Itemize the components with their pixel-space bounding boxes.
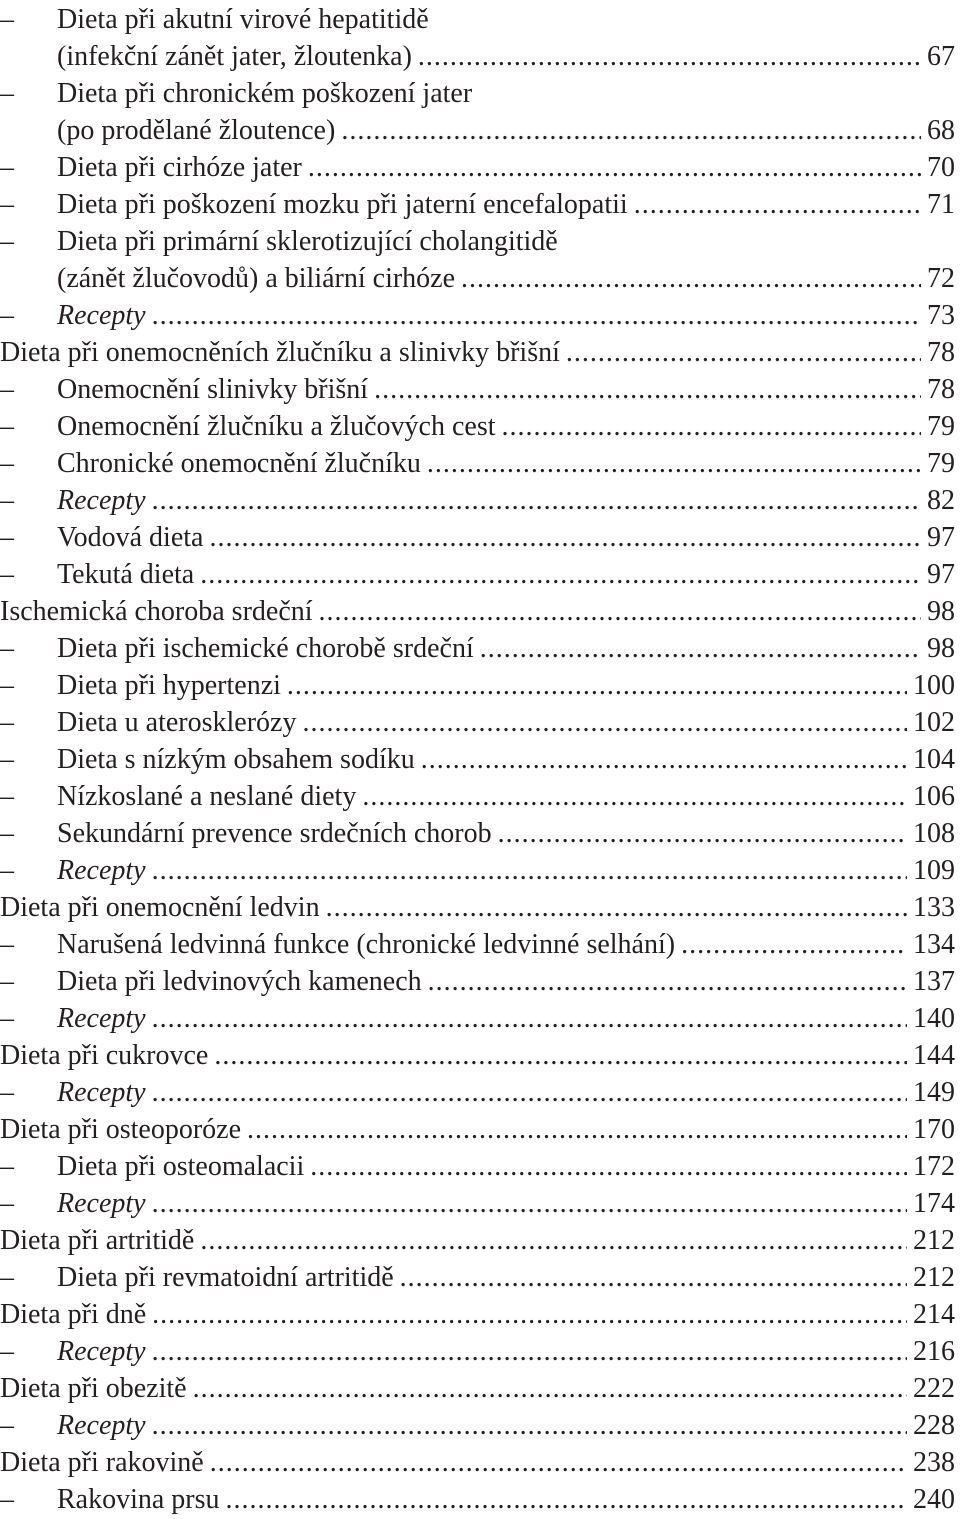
page-number: 144 [913,1040,955,1071]
toc-entry-title: Onemocnění žlučníku a žlučových cest [57,411,496,442]
dot-leader [461,260,921,297]
toc-entry-title: Dieta při chronickém poškození jater [57,78,473,109]
toc-entry-title: Dieta při cirhóze jater [57,152,302,183]
toc-entry-title: Dieta při onemocnění ledvin [0,892,320,923]
toc-entry-title: Dieta při ledvinových kamenech [57,966,422,997]
toc-entry[interactable] [0,593,955,630]
page-number: 134 [913,929,955,960]
toc-entry-title: Dieta při dně [0,1299,147,1330]
toc-entry[interactable] [0,1222,955,1259]
dot-leader [341,112,921,149]
page-number: 79 [927,448,955,479]
toc-entry-title: Dieta při akutní virové hepatitidě [57,4,429,35]
dot-leader [480,630,921,667]
dash-marker: – [0,485,14,516]
toc-entry-title: Ischemická choroba srdeční [0,596,313,627]
page-number: 73 [927,300,955,331]
dash-marker: – [0,966,14,997]
page-number: 149 [913,1077,955,1108]
toc-entry-title-cont: (infekční zánět jater, žloutenka) [57,41,412,72]
dash-marker: – [0,781,14,812]
page-number: 102 [913,707,955,738]
dot-leader [302,704,907,741]
dot-leader [226,1481,907,1518]
dot-leader [310,1148,907,1185]
dash-marker: – [0,744,14,775]
dot-leader [421,741,907,778]
toc-entry[interactable] [0,630,955,667]
toc-entry[interactable] [0,112,955,149]
toc-entry[interactable] [0,1407,955,1444]
toc-entry[interactable] [0,149,955,186]
dot-leader [209,519,921,556]
dot-leader [152,1333,907,1370]
page-number: 72 [927,263,955,294]
toc-entry[interactable] [0,1111,955,1148]
toc-entry[interactable] [0,667,955,704]
toc-entry-title: Nízkoslané a neslané diety [57,781,357,812]
page-number: 97 [927,522,955,553]
dot-leader [681,926,907,963]
toc-entry-title: Vodová dieta [57,522,204,553]
page-number: 79 [927,411,955,442]
toc-entry[interactable] [0,297,955,334]
toc-entry[interactable] [0,1037,955,1074]
dot-leader [326,889,907,926]
toc-entry[interactable] [0,1333,955,1370]
dot-leader [418,38,921,75]
toc-entry[interactable] [0,519,955,556]
toc-entry-title: Chronické onemocnění žlučníku [57,448,421,479]
toc-entry-title: Dieta při cukrovce [0,1040,209,1071]
dash-marker: – [0,818,14,849]
dash-marker: – [0,633,14,664]
page-number: 222 [913,1373,955,1404]
dot-leader [152,1074,907,1111]
dash-marker: – [0,1262,14,1293]
dash-marker: – [0,1336,14,1367]
page-number: 133 [913,892,955,923]
page-number: 67 [927,41,955,72]
page-number: 98 [927,633,955,664]
dash-marker: – [0,300,14,331]
dash-marker: – [0,1410,14,1441]
toc-entry[interactable] [0,38,955,75]
toc-entry[interactable] [0,186,955,223]
dash-marker: – [0,411,14,442]
dot-leader [308,149,921,186]
page-number: 82 [927,485,955,516]
dash-marker: – [0,226,14,257]
toc-entry[interactable] [0,889,955,926]
toc-entry-title-cont: (po prodělané žloutence) [57,115,336,146]
page-number: 228 [913,1410,955,1441]
page-number: 108 [913,818,955,849]
toc-entry[interactable] [0,1185,955,1222]
dot-leader [362,778,907,815]
toc-entry-title: Recepty [57,485,146,516]
dot-leader [400,1259,907,1296]
toc-entry-title: Dieta při ischemické chorobě srdeční [57,633,474,664]
dot-leader [498,815,907,852]
toc-entry-title: Dieta při revmatoidní artritidě [57,1262,394,1293]
dot-leader [502,408,922,445]
toc-entry[interactable] [0,1259,955,1296]
dash-marker: – [0,448,14,479]
toc-entry-title: Recepty [57,1410,146,1441]
page-number: 78 [927,337,955,368]
toc-entry[interactable] [0,482,955,519]
dot-leader [200,556,921,593]
dash-marker: – [0,929,14,960]
dot-leader [200,1222,907,1259]
toc-entry[interactable] [0,963,955,1000]
toc-entry[interactable] [0,1296,955,1333]
page-number: 71 [927,189,955,220]
dash-marker: – [0,1484,14,1515]
dot-leader [427,445,921,482]
dot-leader [634,186,921,223]
toc-entry-title: Dieta při osteoporóze [0,1114,242,1145]
toc-entry[interactable] [0,1074,955,1111]
page-number: 212 [913,1225,955,1256]
dash-marker: – [0,855,14,886]
page-number: 214 [913,1299,955,1330]
toc-entry[interactable] [0,778,955,815]
page-number: 97 [927,559,955,590]
dot-leader [152,297,921,334]
toc-entry[interactable] [0,815,955,852]
toc-entry-title: Narušená ledvinná funkce (chronické ledvinné selhání) [57,929,676,960]
toc-entry[interactable] [0,1370,955,1407]
toc-entry-title: Recepty [57,1336,146,1367]
dot-leader [214,1037,907,1074]
dot-leader [566,334,921,371]
toc-entry-title: Rakovina prsu [57,1484,220,1515]
toc-entry[interactable] [0,1000,955,1037]
page-number: 68 [927,115,955,146]
toc-entry[interactable] [0,926,955,963]
toc-entry-line [0,223,955,260]
dot-leader [210,1444,907,1481]
dash-marker: – [0,1003,14,1034]
toc-entry-line [0,1,955,38]
page-number: 100 [913,670,955,701]
dash-marker: – [0,707,14,738]
toc-entry-title: Dieta s nízkým obsahem sodíku [57,744,415,775]
page-number: 216 [913,1336,955,1367]
dot-leader [287,667,907,704]
toc-entry-title: Dieta při artritidě [0,1225,195,1256]
toc-entry[interactable] [0,704,955,741]
toc-entry[interactable] [0,260,955,297]
page-number: 240 [913,1484,955,1515]
dash-marker: – [0,4,14,35]
dash-marker: – [0,189,14,220]
page-number: 140 [913,1003,955,1034]
toc-entry-title: Dieta při hypertenzi [57,670,281,701]
page-number: 70 [927,152,955,183]
toc-entry-title: Recepty [57,1188,146,1219]
toc-entry-title: Sekundární prevence srdečních chorob [57,818,492,849]
toc-entry-line [0,75,955,112]
dash-marker: – [0,670,14,701]
page-number: 238 [913,1447,955,1478]
toc-entry[interactable] [0,334,955,371]
page-number: 174 [913,1188,955,1219]
dot-leader [152,852,907,889]
toc-entry-title: Dieta u aterosklerózy [57,707,297,738]
toc-entry-title-cont: (zánět žlučovodů) a biliární cirhóze [57,263,456,294]
dot-leader [152,1407,907,1444]
toc-entry[interactable] [0,1444,955,1481]
dot-leader [374,371,921,408]
toc-entry[interactable] [0,852,955,889]
toc-entry[interactable] [0,408,955,445]
page-number: 104 [913,744,955,775]
dash-marker: – [0,78,14,109]
dot-leader [152,1000,907,1037]
toc-entry[interactable] [0,1148,955,1185]
toc-entry-title: Dieta při poškození mozku při jaterní encefalopatii [57,189,628,220]
page-number: 137 [913,966,955,997]
dash-marker: – [0,559,14,590]
toc-entry-title: Dieta při rakovině [0,1447,204,1478]
toc-entry-title: Dieta při onemocněních žlučníku a slinivky břišní [0,337,560,368]
toc-entry-title: Onemocnění slinivky břišní [57,374,369,405]
toc-entry[interactable] [0,445,955,482]
page-number: 106 [913,781,955,812]
dash-marker: – [0,522,14,553]
toc-entry-title: Recepty [57,855,146,886]
page-number: 170 [913,1114,955,1145]
dash-marker: – [0,1077,14,1108]
page-number: 78 [927,374,955,405]
dot-leader [247,1111,907,1148]
toc-entry-title: Recepty [57,300,146,331]
toc-entry-title: Dieta při osteomalacii [57,1151,305,1182]
toc-entry[interactable] [0,371,955,408]
page-number: 109 [913,855,955,886]
page-number: 212 [913,1262,955,1293]
toc-entry-title: Recepty [57,1077,146,1108]
toc-entry[interactable] [0,741,955,778]
dash-marker: – [0,152,14,183]
toc-entry-title: Tekutá dieta [57,559,195,590]
dash-marker: – [0,374,14,405]
page-number: 172 [913,1151,955,1182]
toc-entry-title: Dieta při primární sklerotizující cholangitidě [57,226,558,257]
dot-leader [428,963,907,1000]
dash-marker: – [0,1188,14,1219]
dot-leader [152,482,921,519]
toc-entry-title: Dieta při obezitě [0,1373,187,1404]
dot-leader [193,1370,907,1407]
page-number: 98 [927,596,955,627]
dot-leader [152,1185,907,1222]
dot-leader [152,1296,907,1333]
toc-entry[interactable] [0,1481,955,1518]
dot-leader [319,593,921,630]
toc-entry-title: Recepty [57,1003,146,1034]
dash-marker: – [0,1151,14,1182]
toc-entry[interactable] [0,556,955,593]
